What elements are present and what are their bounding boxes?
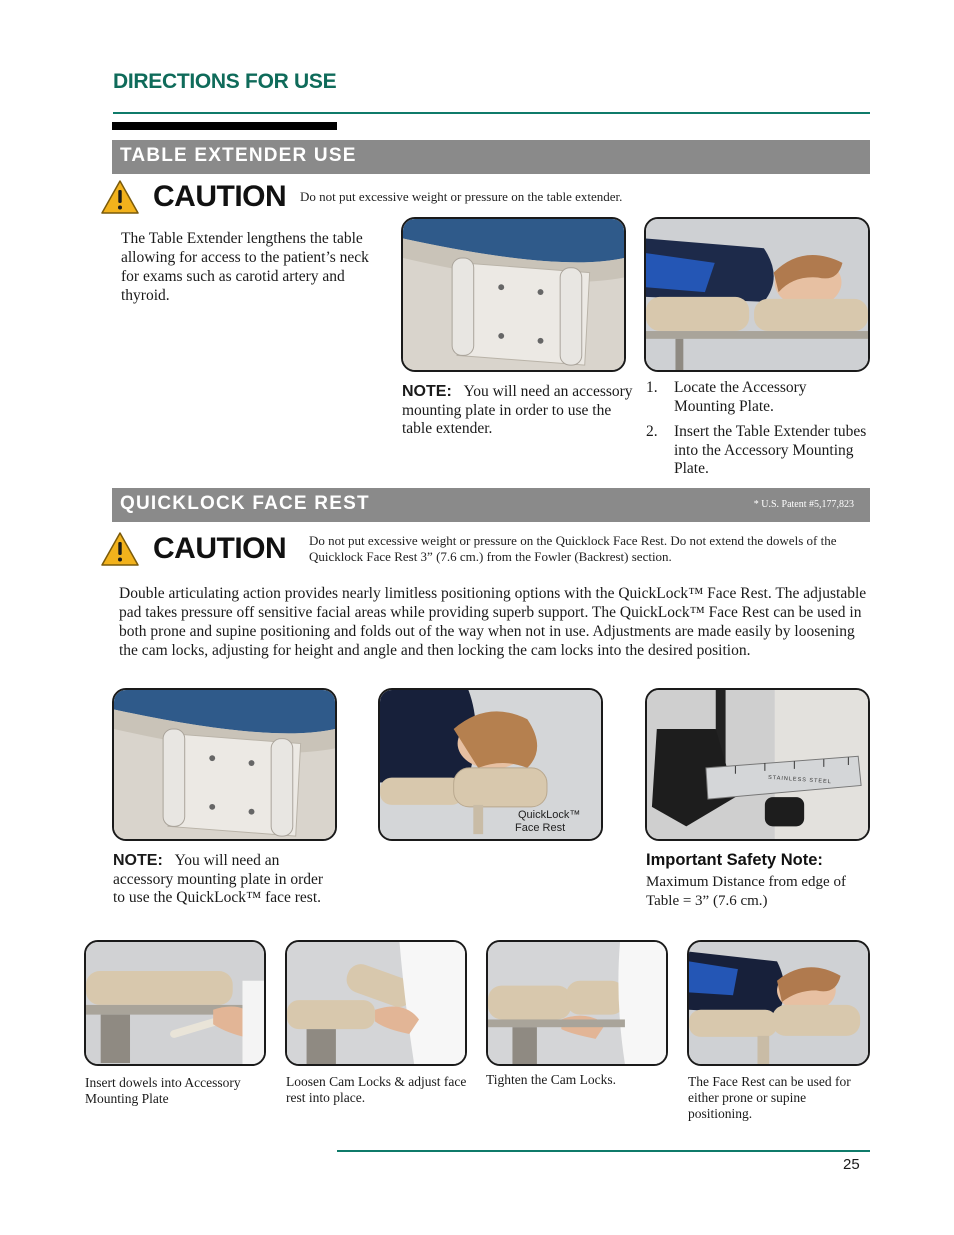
note-label: NOTE: (113, 852, 163, 869)
section-bar-table-extender (112, 140, 870, 174)
photo-insert-dowels (84, 940, 266, 1066)
warning-triangle-icon (100, 179, 140, 215)
photo-mounting-plate (401, 217, 626, 372)
caption-loosen-cam-locks: Loosen Cam Locks & adjust face rest into place. (286, 1074, 467, 1105)
caption-face-rest-positioning: The Face Rest can be used for either prone or supine positioning. (688, 1074, 851, 1121)
quicklock-description: Double articulating action provides nearly limitless positioning options with the QuickLock™ Face Rest. The adjustable pad takes pressure off sensitive facial areas while providing superb support. The QuickLock™ Face Rest can be used in both prone and supine positioning and folds out of the way when not in use. Adjustments are made easily by loosening the cam locks, adjusting for height and angle and then locking the cam locks into the desired position. (119, 585, 867, 659)
steps-list (646, 379, 868, 486)
ruler-label: STAINLESS STEEL (767, 774, 832, 786)
warning-triangle-icon (100, 531, 140, 567)
caution-text: Do not put excessive weight or pressure on the Quicklock Face Rest. Do not extend the dowels of the Quicklock Face Rest 3” (7.6 cm.) from the Fowler (Backrest) section. (309, 533, 837, 564)
caption-tighten-cam-locks: Tighten the Cam Locks. (486, 1072, 616, 1087)
section-title: TABLE EXTENDER USE (120, 145, 357, 166)
caution-text: Do not put excessive weight or pressure on the table extender. (300, 189, 623, 204)
list-item: 2. Insert the Table Extender tubes into the Accessory Mounting Plate. (646, 423, 867, 477)
note-text: You will need an accessory mounting plate in order to use the QuickLock™ face rest. (113, 852, 324, 906)
page-number: 25 (843, 1156, 860, 1173)
note-table-extender (402, 383, 634, 439)
header-black-bar (112, 122, 337, 130)
safety-note-title: Important Safety Note: (646, 851, 823, 869)
caution-heading: CAUTION (153, 180, 287, 213)
caution-heading: CAUTION (153, 532, 287, 565)
note-text: You will need an accessory mounting plate in order to use the table extender. (402, 383, 633, 437)
list-item: 1. Locate the Accessory Mounting Plate. (646, 379, 807, 415)
patent-number: * U.S. Patent #5,177,823 (753, 499, 854, 510)
page-header-title: DIRECTIONS FOR USE (113, 70, 337, 93)
photo-face-rest-supine (687, 940, 870, 1066)
photo-loosen-cam-locks (285, 940, 467, 1066)
safety-note-text: Maximum Distance from edge of Table = 3” (7.6 cm.) (646, 874, 846, 909)
footer-rule (337, 1150, 870, 1152)
photo-patient-extender (644, 217, 870, 372)
header-rule (113, 112, 870, 114)
photo-tighten-cam-locks (486, 940, 668, 1066)
photo-ruler-measurement (645, 688, 870, 841)
section-bar-quicklock (112, 488, 870, 522)
section-title: QUICKLOCK FACE REST (120, 493, 370, 514)
note-label: NOTE: (402, 383, 452, 400)
photo-label: QuickLock™ Face Rest (515, 809, 581, 834)
note-quicklock (113, 852, 338, 908)
table-extender-intro: The Table Extender lengthens the table allowing for access to the patient’s neck for exams such as carotid artery and thyroid. (121, 230, 369, 304)
photo-mounting-plate-2 (112, 688, 337, 841)
caption-insert-dowels: Insert dowels into Accessory Mounting Plate (85, 1075, 241, 1106)
